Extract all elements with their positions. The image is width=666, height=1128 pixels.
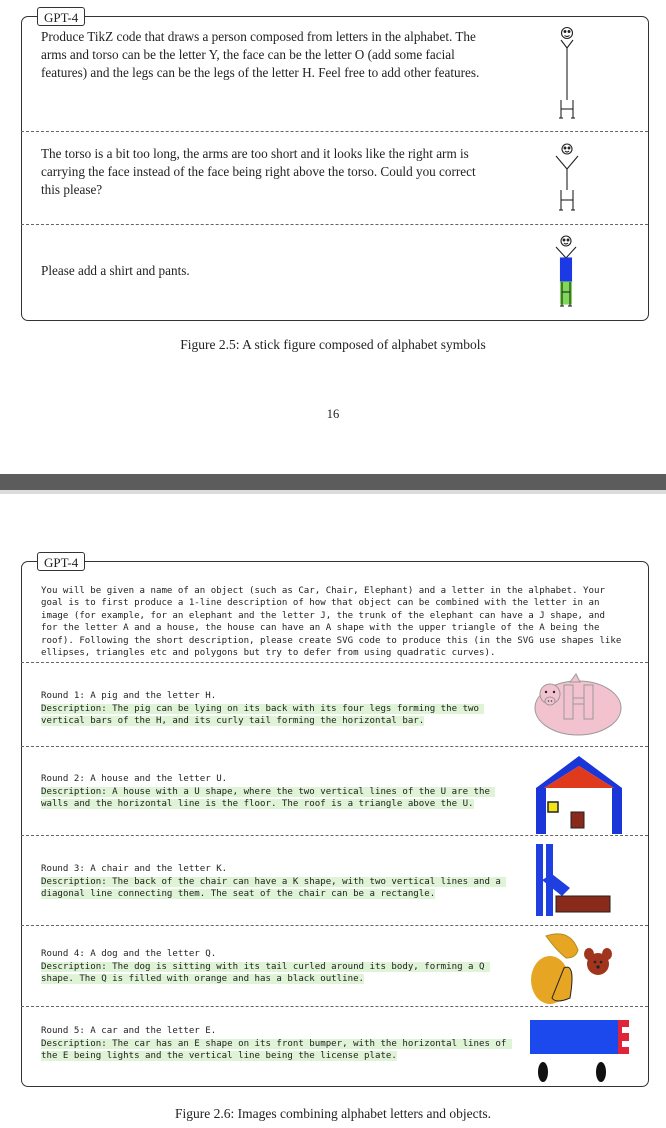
prompt-1: Produce TikZ code that draws a person composed from letters in the alphabet. The arms and torso can be the letter Y, the face can be the letter O (add some facial features) and the legs can be the legs of the letter H. Feel free to add other features. (41, 29, 480, 81)
pig-h-image (528, 668, 628, 744)
divider (21, 746, 648, 747)
house-u-image (530, 750, 628, 834)
divider (21, 835, 648, 836)
round-5-desc: Description: The car has an E shape on its front bumper, with the horizontal lines of the E being lights and the vertical line being the license plate. (41, 1039, 512, 1062)
stick-figure-1 (548, 20, 588, 124)
stick-figure-3 (548, 232, 588, 312)
round-4-title: Round 4: A dog and the letter Q. (41, 949, 217, 959)
intro-text: You will be given a name of an object (such as Car, Chair, Elephant) and a letter in the alphabet. Your goal is to first produce a 1-line description of how that object can be combined with the letter in an image (for example, for an elephant and the letter J, the trunk of the elephant can have a J shape, and for the letter A and a house, the house can have an A shape with the upper triangle of the A being the roof). Following the short description, please create SVG code to produce this (in the SVG use shapes like ellipses, triangles etc and polygons but try to defer from using quadratic curves). (41, 586, 627, 659)
prompt-2: The torso is a bit too long, the arms are too short and it looks like the right arm is carrying the face instead of the face being right above the torso. Could you correct this please? (41, 146, 476, 198)
round-2-desc: Description: A house with a U shape, where the two vertical lines of the U are the walls and the horizontal line is the floor. The roof is a triangle above the U. (41, 787, 496, 810)
page-separator-shadow (0, 490, 666, 494)
figure-caption-2-6: Figure 2.6: Images combining alphabet letters and objects. (174, 1106, 492, 1121)
page-number: 16 (326, 407, 340, 421)
round-1-title: Round 1: A pig and the letter H. (41, 691, 217, 701)
chair-k-image (530, 840, 620, 920)
dog-q-image (526, 928, 622, 1006)
page-separator (0, 474, 666, 490)
round-1-desc: Description: The pig can be lying on its back with its four legs forming the two vertical bars of the H, and its curly tail forming the horizontal bar. (41, 704, 485, 727)
divider (21, 1006, 648, 1007)
figure-caption-2-5: Figure 2.5: A stick figure composed of alphabet symbols (180, 337, 486, 352)
round-4-desc: Description: The dog is sitting with its tail curled around its body, forming a Q shape. The Q is filled with orange and has a black outline. (41, 962, 490, 985)
divider (21, 662, 648, 663)
divider (21, 131, 648, 132)
round-2-title: Round 2: A house and the letter U. (41, 774, 228, 784)
gpt4-tag-1: GPT-4 (37, 7, 85, 26)
round-3-desc: Description: The back of the chair can have a K shape, with two vertical lines and a diagonal line connecting them. The seat of the chair can be a rectangle. (41, 877, 507, 900)
divider (21, 224, 648, 225)
round-3-title: Round 3: A chair and the letter K. (41, 864, 228, 874)
gpt4-tag-2: GPT-4 (37, 552, 85, 571)
divider (21, 925, 648, 926)
prompt-3: Please add a shirt and pants. (41, 263, 190, 278)
round-5-title: Round 5: A car and the letter E. (41, 1026, 217, 1036)
car-e-image (528, 1014, 632, 1086)
stick-figure-2 (548, 140, 588, 216)
